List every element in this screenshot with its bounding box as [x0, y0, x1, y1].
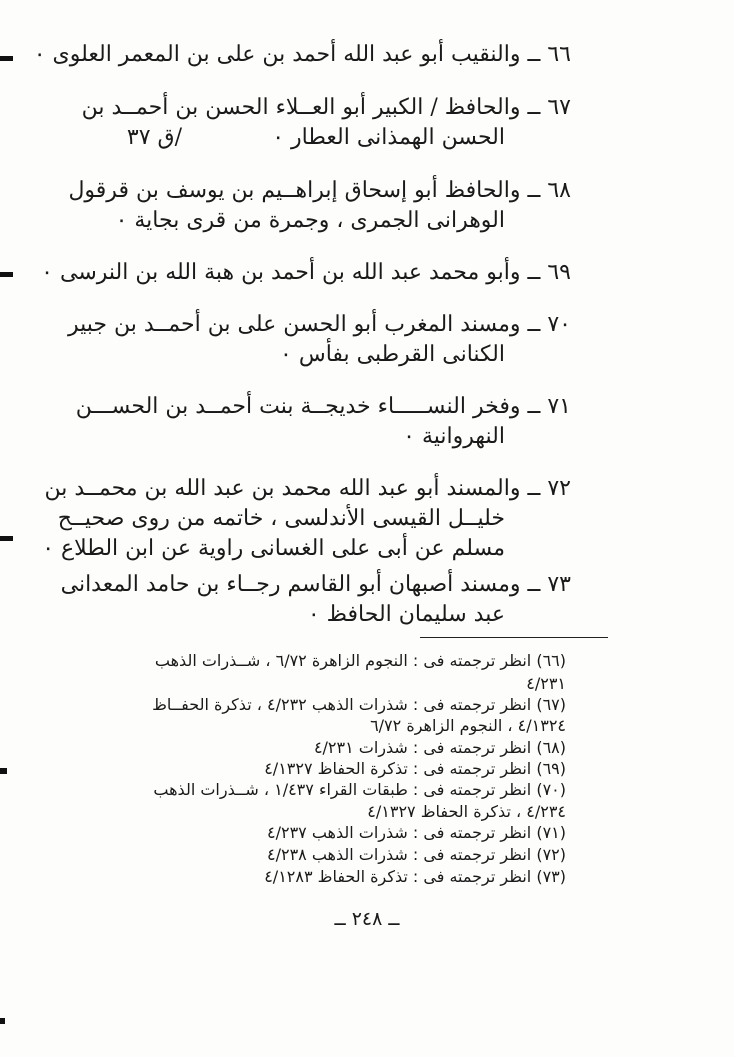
- page-number: ــ ٢٤٨ ــ: [334, 908, 400, 930]
- footnote-71: (٧١) انظر ترجمته فى : شذرات الذهب ٤/٢٣٧: [266, 823, 566, 842]
- entry-72-line-3: مسلم عن أبى على الغسانى راوية عن ابن الطلاع ٠: [42, 536, 505, 561]
- footnote-73: (٧٣) انظر ترجمته فى : تذكرة الحفاظ ٤/١٢٨٣: [264, 867, 566, 886]
- footnote-67-line-1: (٦٧) انظر ترجمته فى : شذرات الذهب ٤/٢٣٢ ، تذكرة الحفــاظ: [152, 695, 566, 714]
- entry-72-line-1: ٧٢ ــ والمسند أبو عبد الله محمد بن عبد الله بن محمــد بن: [44, 476, 571, 501]
- footnote-separator: [420, 637, 608, 638]
- entry-68-line-1: ٦٨ ــ والحافظ أبو إسحاق إبراهــيم بن يوسف بن قرقول: [68, 178, 571, 203]
- entry-71-line-2: النهروانية ٠: [403, 424, 505, 449]
- footnote-66-line-2: ٤/٢٣١: [526, 674, 566, 693]
- scan-mark: [0, 56, 13, 61]
- scan-mark: [0, 272, 13, 277]
- entry-73-line-2: عبد سليمان الحافظ ٠: [307, 602, 505, 627]
- footnote-70-line-1: (٧٠) انظر ترجمته فى : طبقات القراء ١/٤٣٧ ، شــذرات الذهب: [153, 780, 566, 799]
- footnote-72: (٧٢) انظر ترجمته فى : شذرات الذهب ٤/٢٣٨: [266, 845, 566, 864]
- footnote-67-line-2: ٤/١٣٢٤ ، النجوم الزاهرة ٦/٧٢: [370, 716, 566, 735]
- footnote-66-line-1: (٦٦) انظر ترجمته فى : النجوم الزاهرة ٦/٧٢ ، شــذرات الذهب: [154, 651, 566, 670]
- footnote-70-line-2: ٤/٢٣٤ ، تذكرة الحفاظ ٤/١٣٢٧: [367, 802, 566, 821]
- entry-70-line-2: الكنانى القرطبى بفأس ٠: [280, 342, 505, 367]
- entry-68-line-2: الوهرانى الجمرى ، وجمرة من قرى بجاية ٠: [115, 208, 505, 233]
- entry-72-line-2: خليــل القيسى الأندلسى ، خاتمه من روى صحيــح: [57, 506, 505, 531]
- footnote-69: (٦٩) انظر ترجمته فى : تذكرة الحفاظ ٤/١٣٢٧: [264, 759, 566, 778]
- scan-mark: [0, 536, 13, 541]
- footnote-68: (٦٨) انظر ترجمته فى : شذرات ٤/٢٣١: [313, 738, 566, 757]
- entry-69-line-1: ٦٩ ــ وأبو محمد عبد الله بن أحمد بن هبة الله بن النرسى ٠: [41, 260, 571, 285]
- entry-67-line-2: الحسن الهمذانى العطار ٠: [272, 125, 505, 150]
- scan-mark: [0, 768, 7, 774]
- scan-mark: [0, 1018, 5, 1024]
- entry-67-line-1: ٦٧ ــ والحافظ / الكبير أبو العــلاء الحسن بن أحمــد بن: [81, 95, 571, 120]
- manuscript-folio-marker: /ق ٣٧: [126, 125, 182, 150]
- entry-73-line-1: ٧٣ ــ ومسند أصبهان أبو القاسم رجــاء بن حامد المعدانى: [60, 572, 571, 597]
- entry-66-line-1: ٦٦ ــ والنقيب أبو عبد الله أحمد بن على بن المعمر العلوى ٠: [33, 42, 571, 67]
- entry-70-line-1: ٧٠ ــ ومسند المغرب أبو الحسن على بن أحمــد بن جبير: [67, 312, 571, 337]
- entry-71-line-1: ٧١ ــ وفخر النســـــاء خديجــة بنت أحمــد بن الحســـن: [75, 394, 571, 419]
